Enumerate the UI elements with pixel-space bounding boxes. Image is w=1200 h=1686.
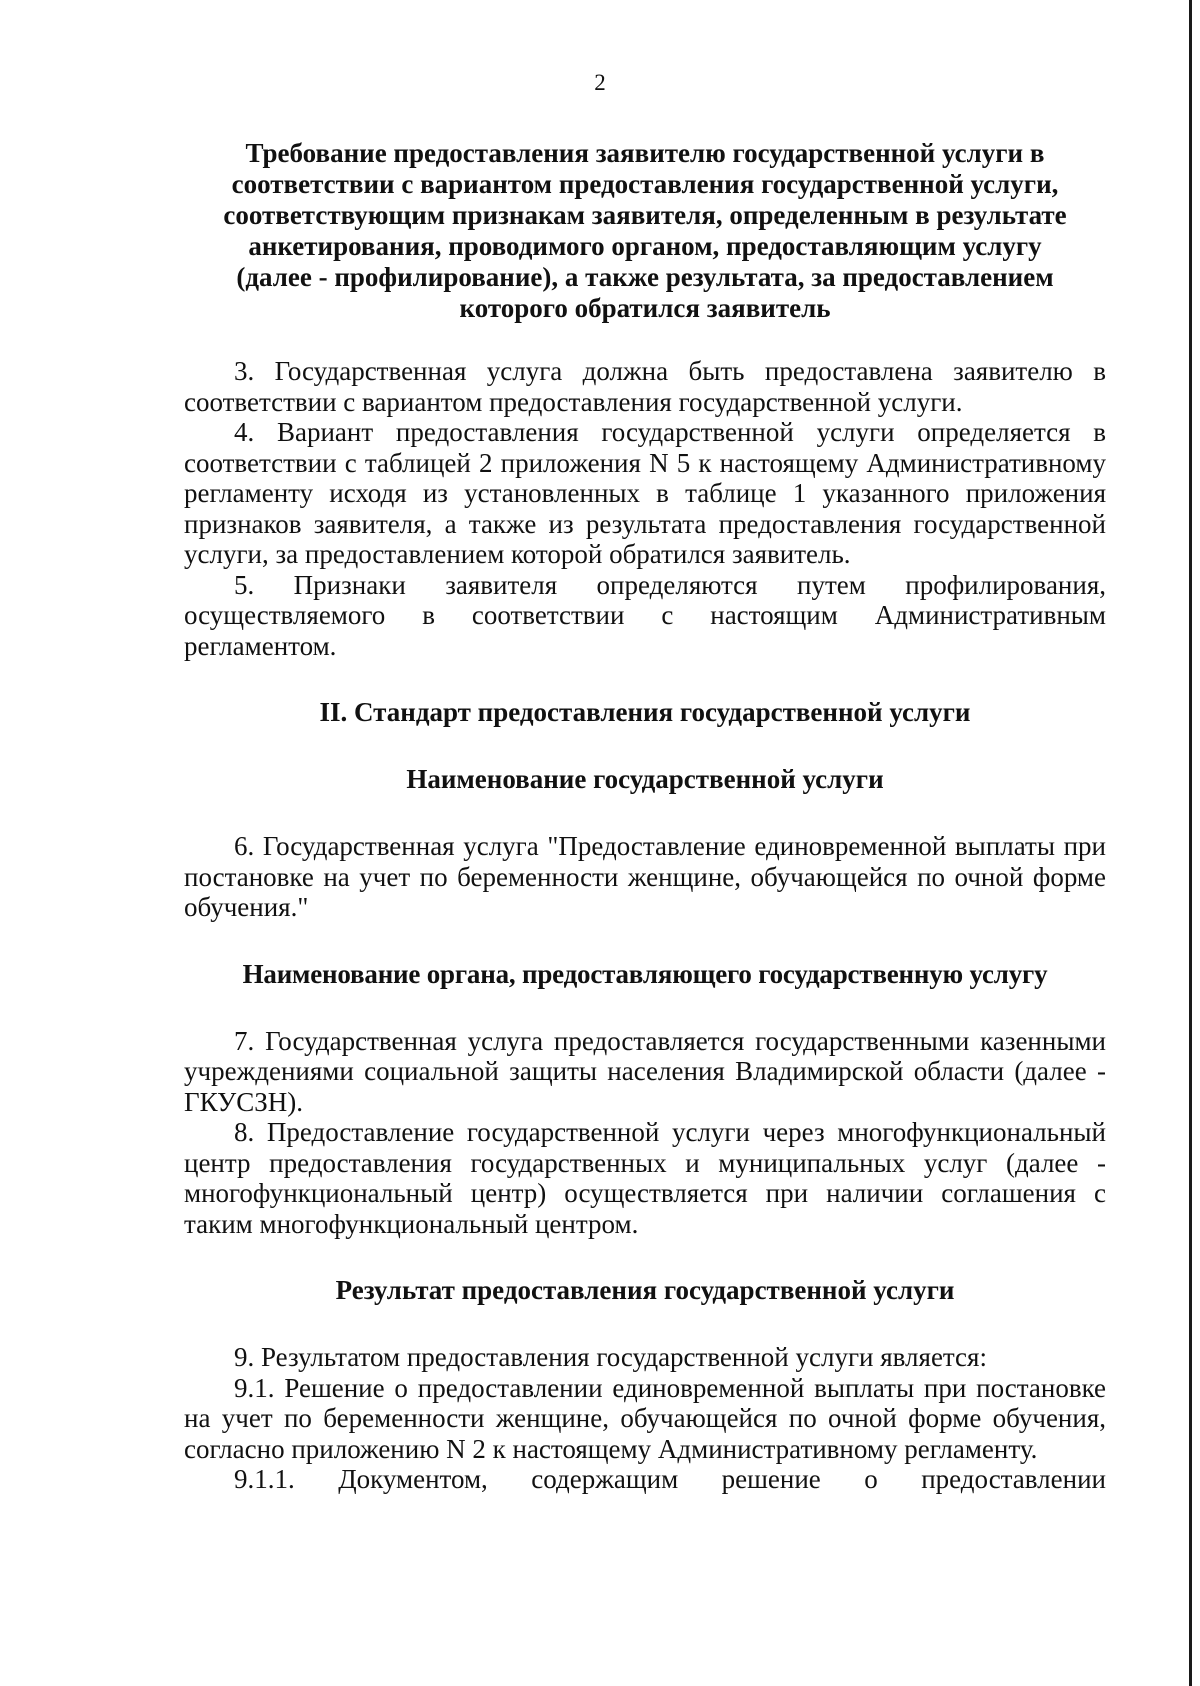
section-heading-result: Результат предоставления государственной услуги — [335, 1275, 955, 1305]
section-heading-standard: II. Стандарт предоставления государственной услуги — [319, 697, 971, 727]
paragraph-3: 3. Государственная услуга должна быть предоставлена заявителю в соответствии с вариантом предоставления государственной услуги. — [184, 356, 1106, 417]
section-heading-authority: Наименование органа, предоставляющего государственную услугу — [242, 958, 1048, 989]
paragraph-8: 8. Предоставление государственной услуги через многофункциональный центр предоставления государственных и муниципальных услуг (далее - многофункциональный центр) осуществляется при наличии соглашения с таким многофункциональный центром. — [184, 1117, 1106, 1239]
paragraph-9-1: 9.1. Решение о предоставлении единовременной выплаты при постановке на учет по беременности женщине, обучающейся по очной форме обучения, согласно приложению N 2 к настоящему Административному регламенту. — [184, 1372, 1106, 1464]
document-body — [184, 138, 1106, 1495]
page-edge-line — [1189, 0, 1192, 1686]
section-heading-service-name: Наименование государственной услуги — [406, 764, 884, 794]
paragraph-9-1-1: 9.1.1. Документом, содержащим решение о предоставлении — [234, 1464, 1106, 1494]
paragraph-5: 5. Признаки заявителя определяются путем профилирования, осуществляемого в соответствии с настоящим Административным регламентом. — [184, 569, 1106, 661]
page-number: 2 — [594, 70, 606, 95]
section-heading-requirement: Требование предоставления заявителю государственной услуги в соответствии с вариантом предоставления государственной услуги, соответствующим признакам заявителя, определенным в результате анкетирования, проводимого органом, предоставляющим услугу (далее - профилирование), а также результата, за предоставлением которого обратился заявитель — [223, 138, 1067, 323]
paragraph-6: 6. Государственная услуга "Предоставление единовременной выплаты при постановке на учет по беременности женщине, обучающейся по очной форме обучения." — [184, 831, 1106, 922]
paragraph-9: 9. Результатом предоставления государственной услуги является: — [234, 1342, 987, 1372]
paragraph-4: 4. Вариант предоставления государственной услуги определяется в соответствии с таблицей 2 приложения N 5 к настоящему Административному регламенту исходя из установленных в таблице 1 указанного приложения признаков заявителя, а также из результата предоставления государственной услуги, за предоставлением которой обратился заявитель. — [184, 417, 1106, 569]
paragraph-7: 7. Государственная услуга предоставляется государственными казенными учреждениями социальной защиты населения Владимирской области (далее - ГКУСЗН). — [184, 1025, 1106, 1117]
